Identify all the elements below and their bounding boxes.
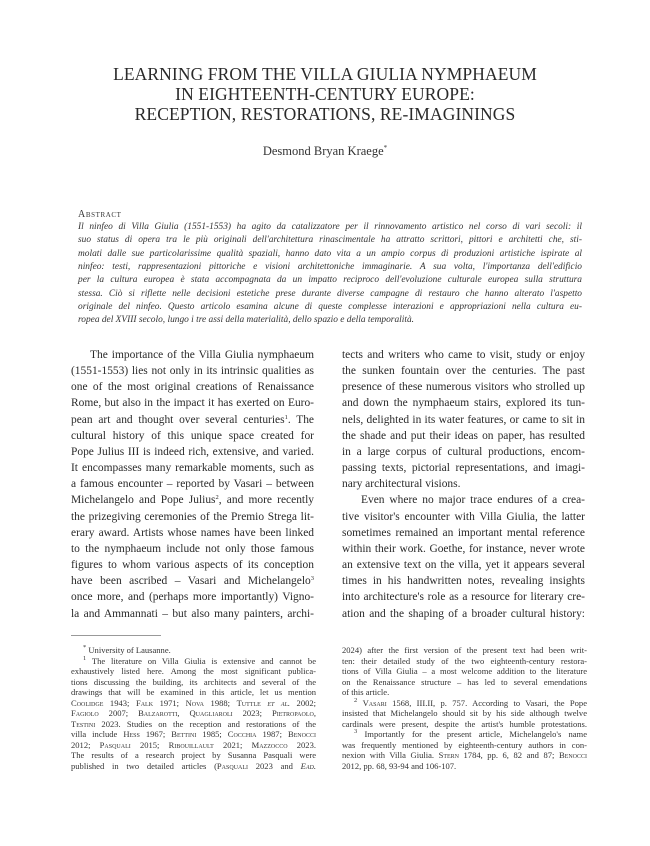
body-text: The importance of the Villa Giulia nymphaeum — [90, 349, 314, 361]
footnote-line: $^1$ The literature on Villa Giulia is extensive and cannot be — [83, 654, 316, 666]
body-text: one of the most original creations of Renaissance — [71, 381, 314, 394]
body-text: cultural history of this unique space created for — [71, 429, 314, 442]
footnote-line: Fagiolo 2007; Balzarotti, Quagliaroli 2023; Pietropaolo, — [71, 708, 316, 718]
abstract-body — [78, 221, 582, 328]
footnote-line: of this article. — [342, 687, 390, 697]
body-text: Rome, but also in the impact it has exerted on Euro- — [71, 397, 314, 410]
body-text: times in his handwritten notes, revealing insights — [342, 575, 585, 588]
body-line — [71, 573, 314, 589]
footnote-line: 2012; Pasquali 2015; Ribouillault 2021; Mazzocco 2023. — [71, 739, 316, 750]
body-text: presence of these numerous visitors who strolled up — [342, 381, 585, 394]
body-text: Pope Julius III is indeed rich, extensive, and varied. — [71, 445, 314, 458]
body-text: the prizegiving ceremonies of the Premio Strega lit- — [71, 510, 314, 523]
body-line — [342, 476, 585, 492]
body-line — [342, 509, 585, 525]
body-line — [71, 460, 314, 476]
abstract-line: molati dalle sue particolarissime qualità spaziali, hanno dato vita a un ampio corpus di produzioni artistiche ispirate al — [78, 248, 582, 259]
abstract-heading: Abstract — [78, 209, 122, 220]
footnote-line: tions of Villa Giulia – a most welcome addition to the literature — [342, 666, 587, 676]
footnote-line: insisted that Michelangelo should sit by his side although twelve — [342, 708, 587, 718]
body-line — [342, 492, 585, 508]
body-line — [342, 412, 585, 428]
abstract-line: suo status di opera tra le più originali dell'architettura rinascimentale ha attratto scrittori, pittori e architetti che, sti- — [78, 235, 582, 246]
body-text: have been ascribed – Vasari and Michelangelo — [71, 575, 311, 588]
abstract-line: Il ninfeo di Villa Giulia (1551-1553) ha agito da catalizzatore per il rinnovamento artistico nel corso di vari secoli: il — [78, 222, 582, 232]
body-text: the sunken fountain over the centuries. The past — [342, 365, 585, 378]
body-column-right — [342, 347, 585, 622]
title-line-3: RECEPTION, RESTORATIONS, RE-IMAGININGS — [134, 104, 516, 124]
body-line — [71, 395, 314, 411]
body-line — [71, 589, 314, 605]
body-line — [342, 460, 585, 476]
body-line — [342, 557, 585, 573]
body-line — [71, 541, 314, 557]
footnote-rule — [71, 635, 161, 636]
title-line-2: IN EIGHTEENTH-CENTURY EUROPE: — [175, 84, 475, 104]
footnote-line: published in two detailed articles (Pasquali 2023 and Ead. — [71, 760, 316, 771]
abstract-line: originale del ninfeo. Questo articolo esamina alcune di queste complesse interazioni e appropriazioni nella cultura eu- — [78, 302, 582, 313]
footnote-line: ten: their detailed study of the two eighteenth-century restora- — [342, 655, 587, 666]
body-line — [71, 444, 314, 460]
footnote-line: cardinals were present, despite the artist's humble protestations. — [342, 718, 587, 729]
footnote-line: was frequently mentioned by eighteenth-century authors in con- — [342, 739, 587, 750]
body-text: It encompasses many remarkable moments, such as — [71, 462, 314, 475]
body-line — [71, 412, 314, 428]
footnote-ref[interactable]: 2 — [215, 494, 219, 502]
body-text: pean art and thought over several centuries — [71, 413, 285, 426]
body-line — [71, 363, 314, 379]
footnote-ref[interactable]: 3 — [310, 575, 314, 583]
body-text: erary award. Artists whose names have been linked — [71, 526, 314, 539]
author-footnote-mark: * — [383, 144, 388, 152]
body-line — [71, 379, 314, 395]
body-text: figures to whom various aspects of its conception — [71, 559, 314, 572]
body-text: an extensive text on the villa, yet it appears several — [342, 559, 585, 572]
body-line — [71, 428, 314, 444]
body-text: the shade and put their ideas on paper, has resulted — [342, 429, 585, 442]
footnote-line: 2012, pp. 68, 93-94 and 106-107. — [342, 760, 457, 771]
body-line — [71, 606, 314, 622]
body-line — [71, 476, 314, 492]
body-text: tects and writers who came to visit, study or enjoy — [342, 349, 585, 361]
body-text: . The — [287, 413, 315, 426]
body-line — [71, 347, 314, 363]
footnote-line: drawings that will be examined in this article, let us mention — [71, 687, 316, 697]
body-text: tive visitor's encounter with Villa Giulia, the latter — [342, 510, 585, 523]
footnote-line: $^2$ Vasari 1568, III.II, p. 757. According to Vasari, the Pope — [354, 696, 587, 708]
author-byline — [0, 144, 650, 159]
body-text: Even where no major trace endures of a crea- — [361, 494, 585, 507]
body-line — [342, 444, 585, 460]
body-line — [71, 557, 314, 573]
article-title — [0, 64, 650, 124]
footnote-line: exhaustively listed here. Among the most significant publica- — [71, 666, 316, 676]
footnotes-left — [71, 645, 316, 771]
body-line — [71, 525, 314, 541]
body-line — [342, 525, 585, 541]
body-text: within their work. Goethe, for instance, never wrote — [342, 542, 585, 555]
body-text: la and Ammannati – but also many painters, archi- — [71, 607, 314, 620]
footnote-line: nexion with Villa Giulia. Stern 1784, pp. 6, 82 and 87; Benocci — [342, 750, 587, 760]
footnote-line: $^3$ Importantly for the present article, Michelangelo's name — [354, 728, 587, 739]
body-text: into architecture's role as a resource for literary cre- — [342, 591, 585, 604]
body-line — [71, 492, 314, 508]
footnote-line: 2024) after the first version of the present text had been writ- — [342, 645, 587, 655]
footnotes-right — [342, 645, 587, 771]
body-line — [342, 589, 585, 605]
body-line — [342, 428, 585, 444]
body-line — [342, 573, 585, 589]
body-line — [342, 541, 585, 557]
footnote-line: The results of a research project by Susanna Pasquali were — [71, 750, 316, 760]
body-text: and down the nymphaeum stairs, explored its tun- — [342, 397, 585, 410]
footnote-line: tions discussing the building, its architects and several of the — [71, 676, 316, 687]
title-line-1: LEARNING FROM THE VILLA GIULIA NYMPHAEUM — [113, 64, 537, 84]
body-text: once more, and (perhaps more importantly) Vigno- — [71, 591, 314, 604]
body-line — [342, 395, 585, 411]
body-line — [71, 509, 314, 525]
body-text: nary architectural visions. — [342, 478, 461, 491]
abstract-line: stessa. Ciò si riflette nelle decisioni estetiche prese durante diverse campagne di restauro che hanno alterato l'aspetto — [78, 288, 582, 299]
footnote-line: Testini 2023. Studies on the reception and restorations of the — [71, 718, 316, 729]
body-text: a famous encounter – reported by Vasari – between — [71, 478, 314, 491]
body-text: (1551-1553) lies not only in its intrinsic qualities as — [71, 365, 314, 378]
body-line — [342, 606, 585, 622]
body-column-left — [71, 347, 314, 622]
body-text: ation and the shaping of a broader cultural history: — [342, 607, 585, 620]
body-text: in a large corpus of cultural productions, encom- — [342, 445, 585, 458]
body-line — [342, 347, 585, 363]
body-text: to the nymphaeum include not only those famous — [71, 542, 314, 555]
body-text: sometimes remained an important mental reference — [342, 526, 585, 539]
abstract-line: per la cultura europea è stata accompagnata da un impatto reciproco dell'evoluzione culturale europea sulla struttura — [78, 275, 582, 286]
body-text: Michelangelo and Pope Julius — [71, 494, 216, 507]
footnote-line: * University of Lausanne. — [83, 644, 171, 655]
footnote-line: on the Renaissance structure – has led to several emendations — [342, 676, 587, 687]
body-text: , and more recently — [218, 494, 314, 507]
abstract-line: ropea del XVIII secolo, lungo i tre assi della materialità, dello spazio e della temporalità. — [78, 315, 414, 326]
author-name: Desmond Bryan Kraege — [262, 144, 384, 158]
abstract-line: ninfeo: testi, rappresentazioni pittoriche e visioni architettoniche immaginarie. A sua volta, l'importanza dell'edificio — [78, 262, 582, 273]
footnote-line: villa include Hess 1967; Bettini 1985; Cocchia 1987; Benocci — [71, 729, 316, 739]
footnote-line: Coolidge 1943; Falk 1971; Nova 1988; Tuttle et al. 2002; — [71, 697, 317, 708]
body-text: nels, delighted in its water features, or came to sit in — [342, 413, 585, 426]
body-text: passing texts, pictorial representations, and imagi- — [342, 462, 585, 475]
body-line — [342, 363, 585, 379]
footnote-ref[interactable]: 1 — [284, 413, 288, 421]
body-line — [342, 379, 585, 395]
